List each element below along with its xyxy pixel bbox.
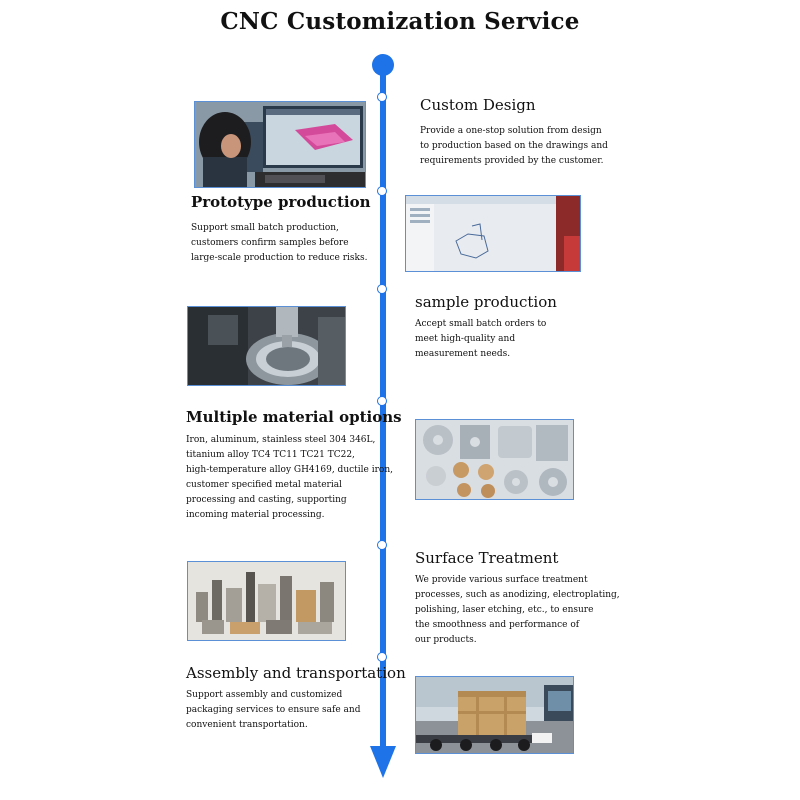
section-heading-surface-treatment: Surface Treatment: [415, 549, 559, 567]
timeline-node: [377, 284, 387, 294]
timeline-node: [377, 540, 387, 550]
timeline-start-dot: [372, 54, 394, 76]
cad-drawing-on-monitor-image: [405, 195, 581, 272]
section-text-multiple-material-options: Iron, aluminum, stainless steel 304 346L, titanium alloy TC4 TC11 TC21 TC22, high-temperature alloy GH4169, ductile iron, customer specified metal material processing and casting, supporting incoming material processing.: [186, 435, 393, 520]
machined-metal-parts-image: [415, 419, 574, 500]
section-text-custom-design: Provide a one-stop solution from design to production based on the drawings and requirements provided by the customer.: [420, 126, 608, 166]
wooden-crate-on-truck-image: [415, 676, 574, 754]
section-heading-prototype-production: Prototype production: [191, 193, 371, 211]
timeline-arrow-icon: [370, 746, 396, 778]
section-text-prototype-production: Support small batch production, customers confirm samples before large-scale production to reduce risks.: [191, 223, 368, 263]
page-title: CNC Customization Service: [220, 8, 580, 35]
assorted-metal-components-image: [187, 561, 346, 641]
cnc-machining-part-image: [187, 306, 346, 386]
timeline-node: [377, 396, 387, 406]
section-heading-sample-production: sample production: [415, 293, 557, 311]
section-heading-custom-design: Custom Design: [420, 96, 536, 114]
section-text-assembly-and-transportation: Support assembly and customized packaging services to ensure safe and convenient transportation.: [186, 690, 361, 730]
section-text-sample-production: Accept small batch orders to meet high-quality and measurement needs.: [415, 319, 547, 359]
section-text-surface-treatment: We provide various surface treatment processes, such as anodizing, electroplating, polishing, laser etching, etc., to ensure the smoothness and performance of our products.: [415, 575, 620, 645]
section-heading-assembly-and-transportation: Assembly and transportation: [186, 664, 406, 682]
timeline-node: [377, 92, 387, 102]
timeline-node: [377, 652, 387, 662]
section-heading-multiple-material-options: Multiple material options: [186, 408, 402, 426]
timeline-node: [377, 186, 387, 196]
engineer-at-cad-workstation-image: [194, 101, 366, 188]
